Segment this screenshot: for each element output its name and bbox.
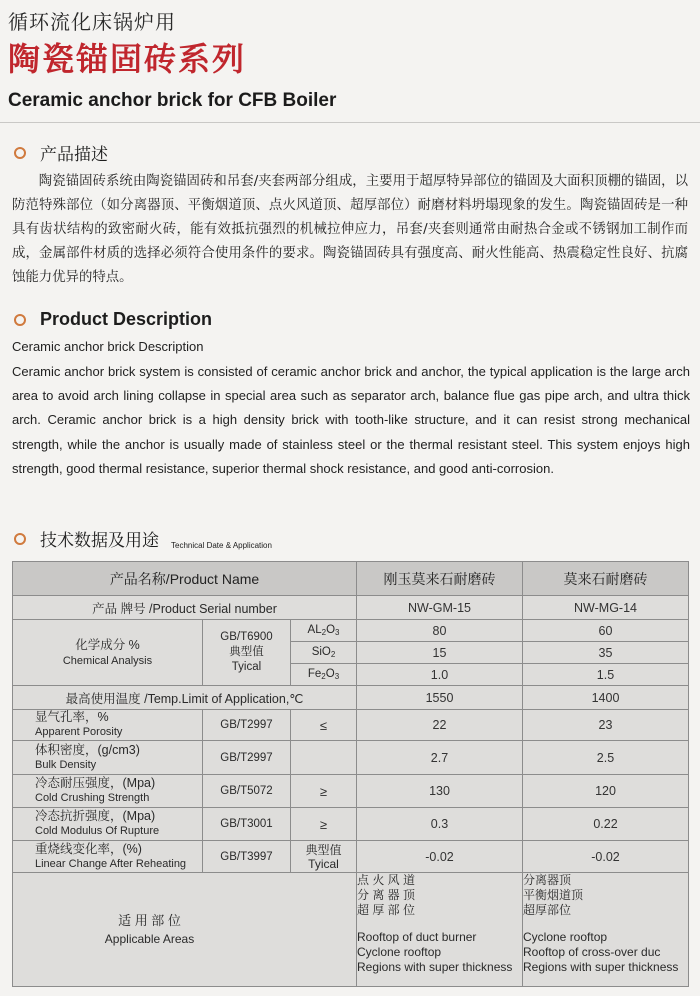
area-item: 点 火 风 道 xyxy=(357,873,416,887)
english-title: Ceramic anchor brick for CFB Boiler xyxy=(8,90,337,111)
circle-bullet-icon xyxy=(14,533,26,545)
prop-cn: 冷态耐压强度，(Mpa) xyxy=(35,776,156,790)
prop-label xyxy=(13,841,203,873)
circle-bullet-icon xyxy=(14,147,26,159)
prop-standard: GB/T3997 xyxy=(203,841,291,873)
chem-standard xyxy=(203,620,291,686)
prop-p2: 2.5 xyxy=(523,741,689,775)
chem-label xyxy=(13,620,203,686)
area-item: Regions with super thickness xyxy=(523,960,679,974)
table-row xyxy=(13,841,689,873)
section-title-en: Technical Date & Application xyxy=(171,541,272,550)
header-product-name: 产品名称/Product Name xyxy=(13,562,357,596)
section-title: 产品描述 xyxy=(40,145,108,165)
prop-p2: -0.02 xyxy=(523,841,689,873)
prop-p1: -0.02 xyxy=(357,841,523,873)
f-fe-osub: 3 xyxy=(334,672,340,681)
prop-en: Apparent Porosity xyxy=(35,726,123,738)
table-row xyxy=(13,741,689,775)
prop-en: Cold Crushing Strength xyxy=(35,792,150,804)
prop-label xyxy=(13,808,203,841)
prop-condition: ≥ xyxy=(291,775,357,808)
fe-p1: 1.0 xyxy=(357,664,523,686)
page-title: 陶瓷锚固砖系列 xyxy=(8,40,247,78)
prop-standard: GB/T3001 xyxy=(203,808,291,841)
section-title-cn: 技术数据及用途 xyxy=(40,531,159,551)
fe-p2: 1.5 xyxy=(523,664,689,686)
prop-en: Linear Change After Reheating xyxy=(35,857,187,870)
f-si-sub: 2 xyxy=(330,650,336,659)
prop-p1: 0.3 xyxy=(357,808,523,841)
chem-typ-en: Tyical xyxy=(231,661,262,673)
areas-label-en: Applicable Areas xyxy=(104,931,195,946)
prop-en: Cold Modulus Of Rupture xyxy=(35,825,160,837)
areas-p2 xyxy=(523,873,689,987)
table-row xyxy=(13,808,689,841)
area-item: Regions with super thickness xyxy=(357,960,513,974)
f-fe-o: O xyxy=(325,668,335,680)
prop-standard: GB/T2997 xyxy=(203,741,291,775)
area-item: Rooftop of cross-over duc xyxy=(523,945,661,959)
prop-standard: GB/T5072 xyxy=(203,775,291,808)
prop-cn: 体积密度，(g/cm3) xyxy=(35,742,140,757)
f-al: AL xyxy=(307,624,322,636)
description-subtitle: Ceramic anchor brick Description xyxy=(12,339,204,354)
prop-en: Bulk Density xyxy=(35,758,97,771)
prop-condition: ≥ xyxy=(291,808,357,841)
f-al-o: O xyxy=(326,624,336,636)
formula-al2o3 xyxy=(291,620,357,642)
technical-data-table xyxy=(12,561,689,987)
prop-label xyxy=(13,710,203,741)
table-row xyxy=(13,775,689,808)
section-heading-en xyxy=(14,309,212,330)
chem-std: GB/T6900 xyxy=(220,631,273,643)
prop-condition xyxy=(291,841,357,873)
prop-cond-cn: 典型值 xyxy=(305,842,342,857)
formula-sio2 xyxy=(291,642,357,664)
areas-label-cn: 适 用 部 位 xyxy=(118,912,181,928)
al-p2: 60 xyxy=(523,620,689,642)
chem-typ-cn: 典型值 xyxy=(229,646,264,658)
serial-p2: NW-MG-14 xyxy=(523,596,689,620)
si-p1: 15 xyxy=(357,642,523,664)
areas-label xyxy=(13,873,357,987)
section-heading-cn xyxy=(14,140,108,165)
areas-p1 xyxy=(357,873,523,987)
header-product-1: 刚玉莫来石耐磨砖 xyxy=(357,562,523,596)
header-product-2: 莫来石耐磨砖 xyxy=(523,562,689,596)
prop-cn: 显气孔率，% xyxy=(35,710,109,724)
f-fe: Fe xyxy=(307,668,322,680)
chem-label-cn: 化学成分 % xyxy=(75,637,140,652)
section-title: Product Description xyxy=(40,309,213,329)
prop-condition: ≤ xyxy=(291,710,357,741)
prop-p1: 22 xyxy=(357,710,523,741)
table-row xyxy=(13,710,689,741)
table-row xyxy=(13,873,689,987)
area-item: 超 厚 部 位 xyxy=(357,903,416,917)
f-fe-sub: 2 xyxy=(321,672,326,681)
area-item: Rooftop of duct burner xyxy=(357,930,477,944)
area-item: 分 离 器 顶 xyxy=(357,888,416,902)
section-heading-tech xyxy=(14,526,272,551)
prop-p2: 23 xyxy=(523,710,689,741)
temp-p1: 1550 xyxy=(357,686,523,710)
serial-p1: NW-GM-15 xyxy=(357,596,523,620)
f-al-sub: 2 xyxy=(321,628,327,637)
prop-cn: 重烧线变化率，(%) xyxy=(35,841,142,856)
prop-p2: 120 xyxy=(523,775,689,808)
area-item: 超厚部位 xyxy=(523,903,572,917)
temp-p2: 1400 xyxy=(523,686,689,710)
pre-title: 循环流化床锅炉用 xyxy=(8,10,176,34)
prop-label xyxy=(13,741,203,775)
temp-label: 最高使用温度 /Temp.Limit of Application,℃ xyxy=(13,686,357,710)
f-al-osub: 3 xyxy=(335,628,340,637)
prop-cond-en: Tyical xyxy=(308,856,339,871)
description-cn: 陶瓷锚固砖系统由陶瓷锚固砖和吊套/夹套两部分组成，主要用于超厚特异部位的锚固及大面积顶棚的锚固，以防范特殊部位（如分离器顶、平衡烟道顶、点火风道顶、超厚部位）耐磨材料坍塌现象的发生。陶瓷锚固砖是一种具有齿状结构的致密耐火砖，能有效抵抗强烈的机械拉伸应力，吊套/夹套则通常由耐热合金或不锈钢加工制作而成，金属部件材质的选择必须符合使用条件的要求。陶瓷锚固砖具有强度高、耐火性能高、热震稳定性良好、抗腐蚀能力优异的特点。 xyxy=(12,174,688,285)
al-p1: 80 xyxy=(357,620,523,642)
prop-p2: 0.22 xyxy=(523,808,689,841)
section-title xyxy=(40,526,272,551)
table-row xyxy=(13,686,689,710)
table-row xyxy=(13,562,689,596)
table-row xyxy=(13,596,689,620)
prop-condition xyxy=(291,741,357,775)
prop-label xyxy=(13,775,203,808)
divider xyxy=(0,122,700,123)
area-item: 平衡烟道顶 xyxy=(523,888,584,902)
area-item: 分离器顶 xyxy=(523,873,572,887)
f-si: SiO xyxy=(311,646,331,658)
prop-p1: 2.7 xyxy=(357,741,523,775)
prop-standard: GB/T2997 xyxy=(203,710,291,741)
prop-cn: 冷态抗折强度，(Mpa) xyxy=(35,809,156,823)
chem-label-en: Chemical Analysis xyxy=(62,654,153,667)
area-item: Cyclone rooftop xyxy=(357,945,442,959)
si-p2: 35 xyxy=(523,642,689,664)
formula-fe2o3 xyxy=(291,664,357,686)
table-row xyxy=(13,620,689,642)
circle-bullet-icon xyxy=(14,314,26,326)
prop-p1: 130 xyxy=(357,775,523,808)
serial-label: 产品 牌号 /Product Serial number xyxy=(13,596,357,620)
area-item: Cyclone rooftop xyxy=(523,930,608,944)
description-en: Ceramic anchor brick system is consisted of ceramic anchor brick and anchor, the typical application is the large arch area to avoid arch lining collapse in special area such as separator arch, balance flue gas pipe arch, and ultra thick arch. Ceramic anchor brick is a high density brick with tooth-like structure, and it can resist strong mechanical strength, while the anchor is usually made of stainless steel or the thermal resistant steel. This system enjoys high strength, good thermal resistance, superior thermal shock resistance, and good anti-corrosion. xyxy=(12,364,690,476)
